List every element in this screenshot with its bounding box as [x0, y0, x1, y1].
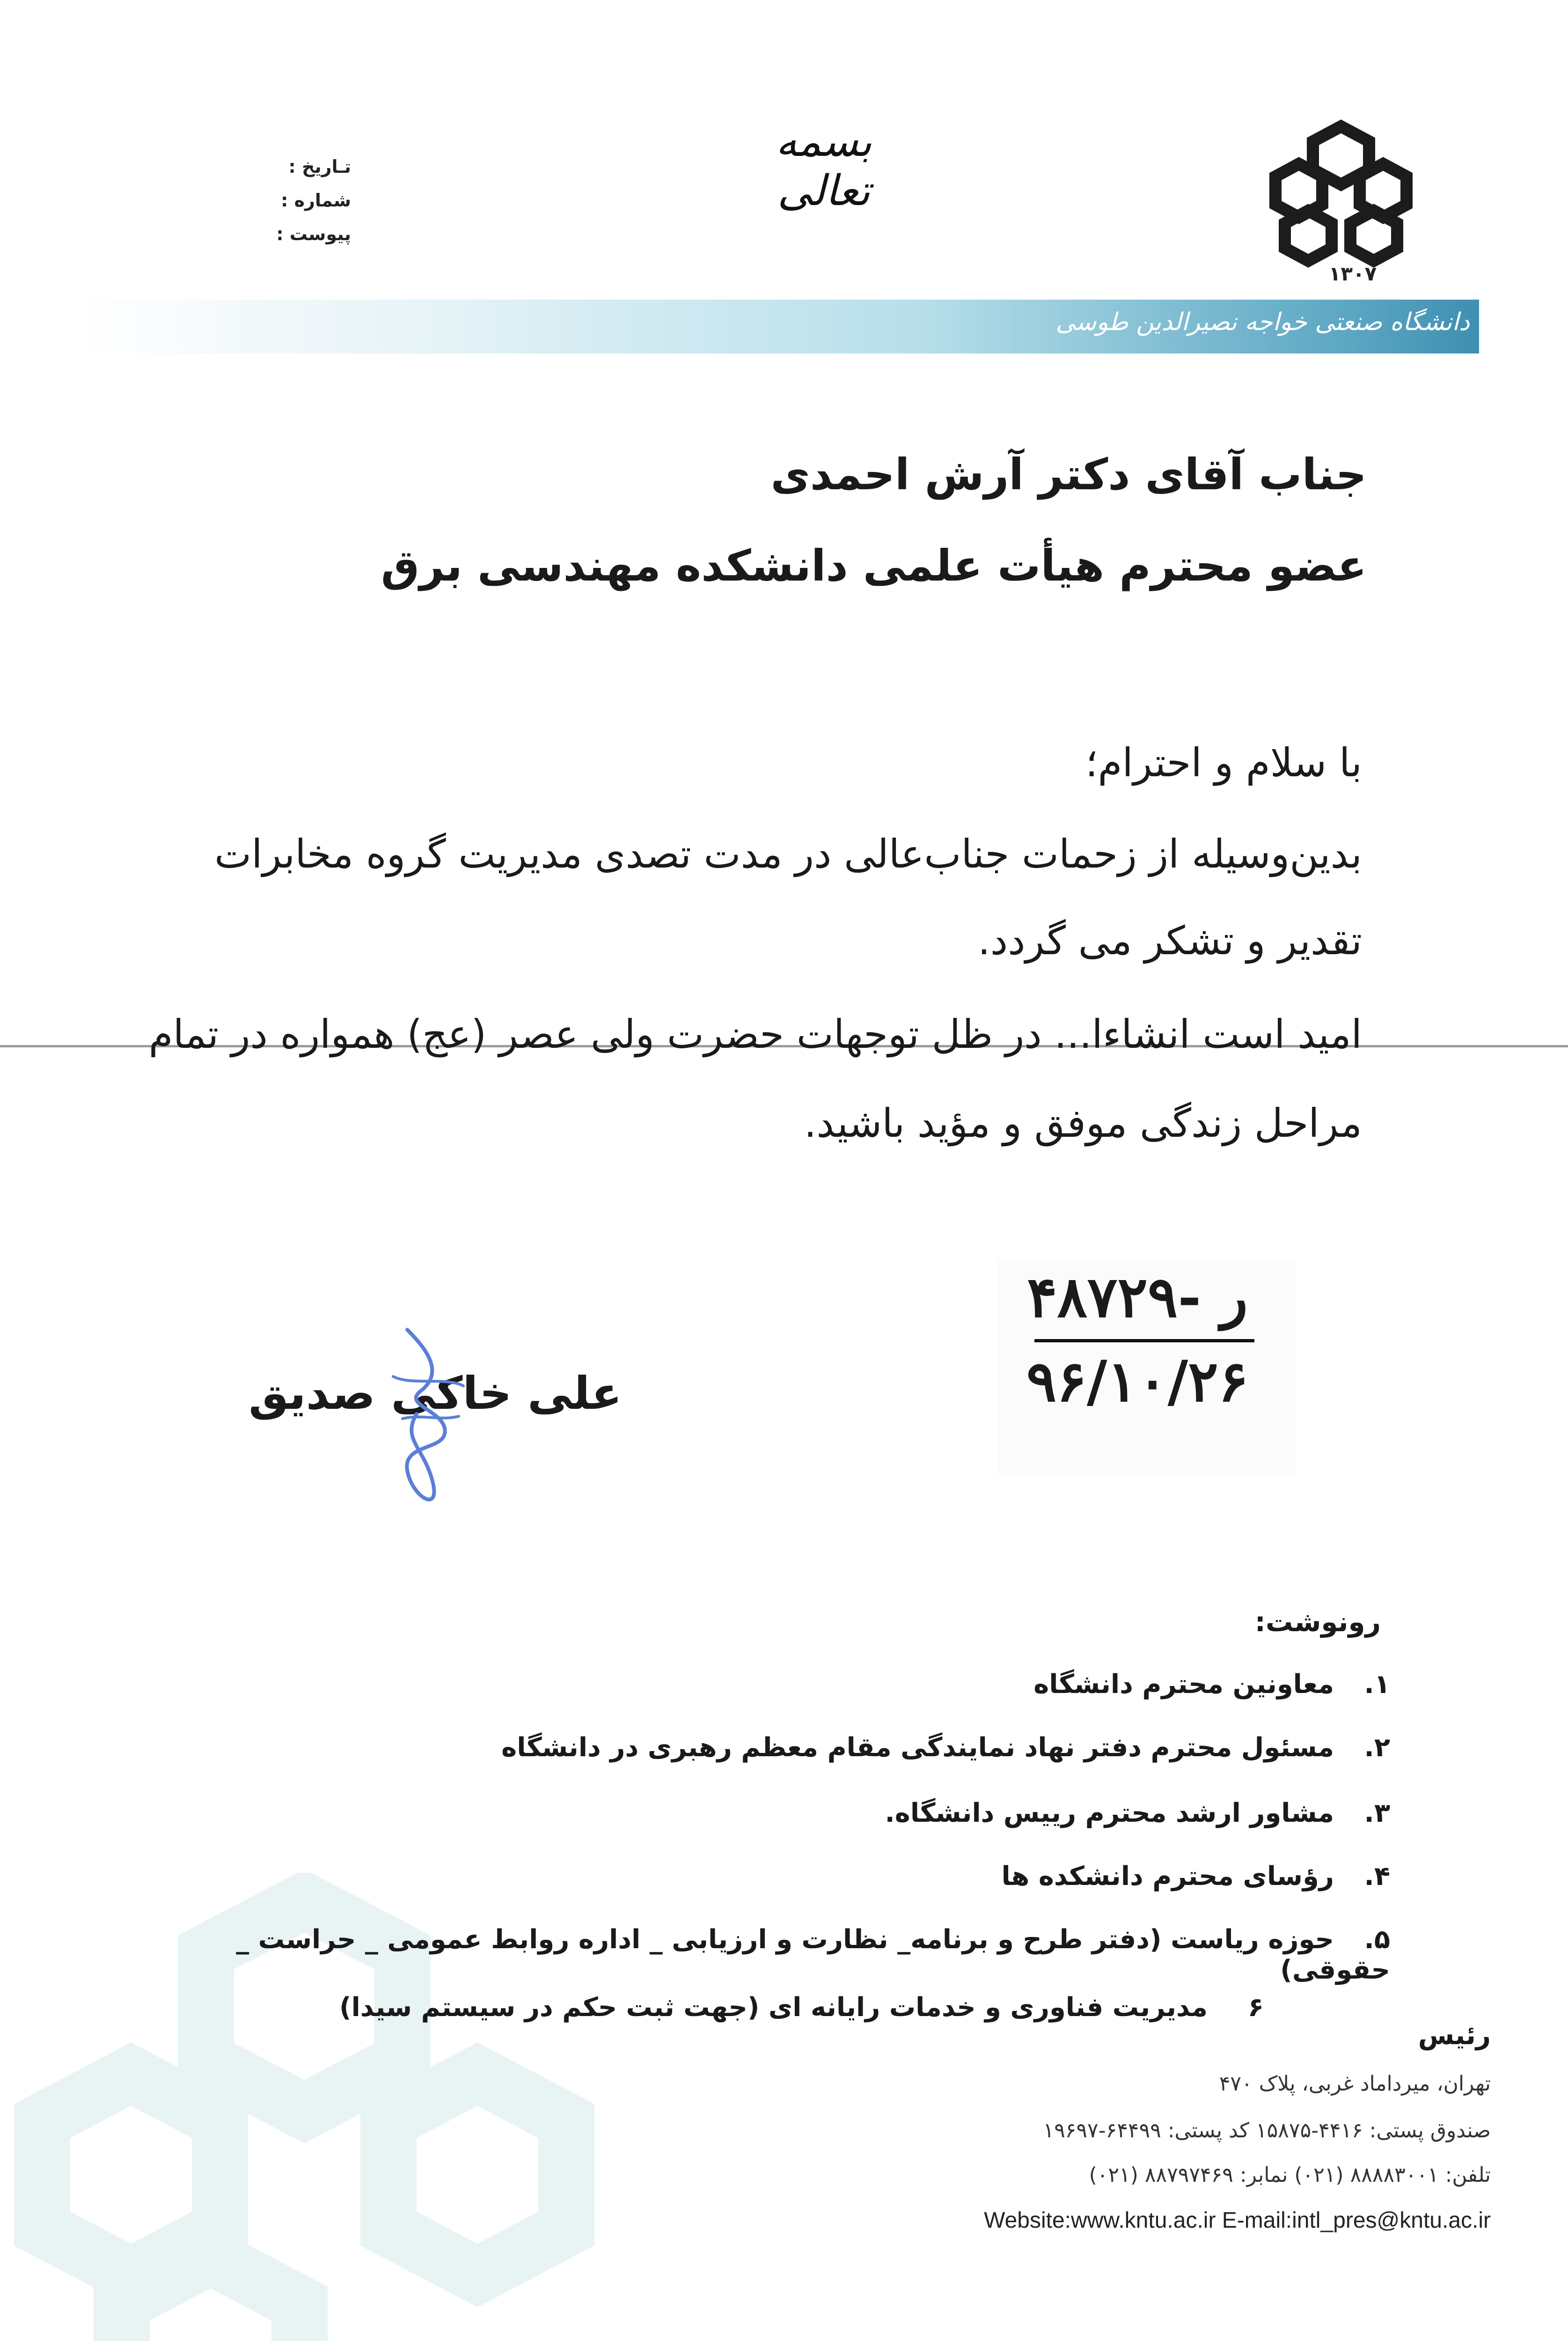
handwritten-signature	[374, 1320, 477, 1526]
cc-item-number: ۳.	[1364, 1798, 1390, 1828]
university-logo	[1247, 112, 1435, 272]
addressee-name: جناب آقای دکتر آرش احمدی	[770, 449, 1367, 500]
cc-item	[220, 1861, 1390, 1892]
body-line-4: مراحل زندگی موفق و مؤید باشید.	[804, 1100, 1362, 1146]
cc-item-text: مشاور ارشد محترم رییس دانشگاه.	[885, 1798, 1334, 1828]
reference-number: ر -۴۸۷۲۹	[1027, 1264, 1248, 1330]
addressee-title: عضو محترم هیأت علمی دانشکده مهندسی برق	[381, 541, 1367, 591]
letter-meta-fields	[225, 150, 351, 251]
cc-item-text: مسئول محترم دفتر نهاد نمایندگی مقام معظم رهبری در دانشگاه	[501, 1732, 1334, 1763]
cc-item-text: مدیریت فناوری و خدمات رایانه ای (جهت ثبت حکم در سیستم سیدا)	[339, 1992, 1208, 2023]
cc-item-number: ۶	[1247, 1992, 1264, 2023]
footer-role: رئیس	[1418, 2020, 1491, 2051]
date-label: تـاریخ :	[288, 156, 351, 177]
cc-item-text: حوزه ریاست (دفتر طرح و برنامه_ نظارت و ارزیابی _ اداره روابط عمومی _ حراست _ حقوقی)	[236, 1924, 1390, 1985]
reference-date: ۹۶/۱۰/۲۶	[1026, 1348, 1249, 1414]
number-label: شماره :	[281, 190, 351, 211]
cc-item-number: ۴.	[1364, 1861, 1390, 1892]
footer-postal: صندوق پستی: ۴۴۱۶-۱۵۸۷۵ کد پستی: ۶۴۴۹۹-۱۹۶۹۷	[1043, 2119, 1491, 2142]
cc-item	[220, 1732, 1390, 1763]
footer-phone: تلفن: ۸۸۸۸۳۰۰۱ (۰۲۱) نمابر: ۸۸۷۹۷۴۶۹ (۰۲۱)	[1089, 2163, 1491, 2187]
reference-divider	[1034, 1339, 1254, 1342]
header-band	[75, 300, 1479, 353]
footer-web-email: Website:www.kntu.ac.ir E-mail:intl_pres@kntu.ac.ir	[984, 2208, 1491, 2233]
attachment-label: پیوست :	[276, 224, 351, 244]
cc-item-number: ۱.	[1364, 1669, 1390, 1700]
body-line-2: تقدیر و تشکر می گردد.	[978, 918, 1362, 964]
cc-item	[94, 1992, 1264, 2023]
greeting: با سلام و احترام؛	[1085, 740, 1362, 786]
footer-address: تهران، میرداماد غربی، پلاک ۴۷۰	[1219, 2072, 1491, 2096]
body-line-1: بدین‌وسیله از زحمات جناب‌عالی در مدت تصدی مدیریت گروه مخابرات	[214, 831, 1362, 877]
cc-item-number: ۲.	[1364, 1732, 1390, 1763]
cc-item	[220, 1669, 1390, 1700]
cc-title: رونوشت:	[1254, 1606, 1381, 1638]
cc-item-text: رؤسای محترم دانشکده ها	[1001, 1861, 1334, 1892]
cc-item-number: ۵.	[1364, 1924, 1390, 1955]
university-name-banner: دانشگاه صنعتی خواجه نصیرالدین طوسی	[1055, 308, 1470, 336]
cc-item	[220, 1924, 1390, 1985]
cc-item	[220, 1798, 1390, 1828]
basmala-heading: بسمه تعالی	[776, 117, 872, 215]
body-line-3: امید است انشاءا... در ظل توجهات حضرت ولی عصر (عج) همواره در تمام	[148, 1011, 1362, 1057]
signer-name: علی خاکی صدیق	[249, 1367, 622, 1420]
cc-item-text: معاونین محترم دانشگاه	[1033, 1669, 1334, 1700]
logo-year: ۱۳۰۷	[1328, 262, 1377, 285]
